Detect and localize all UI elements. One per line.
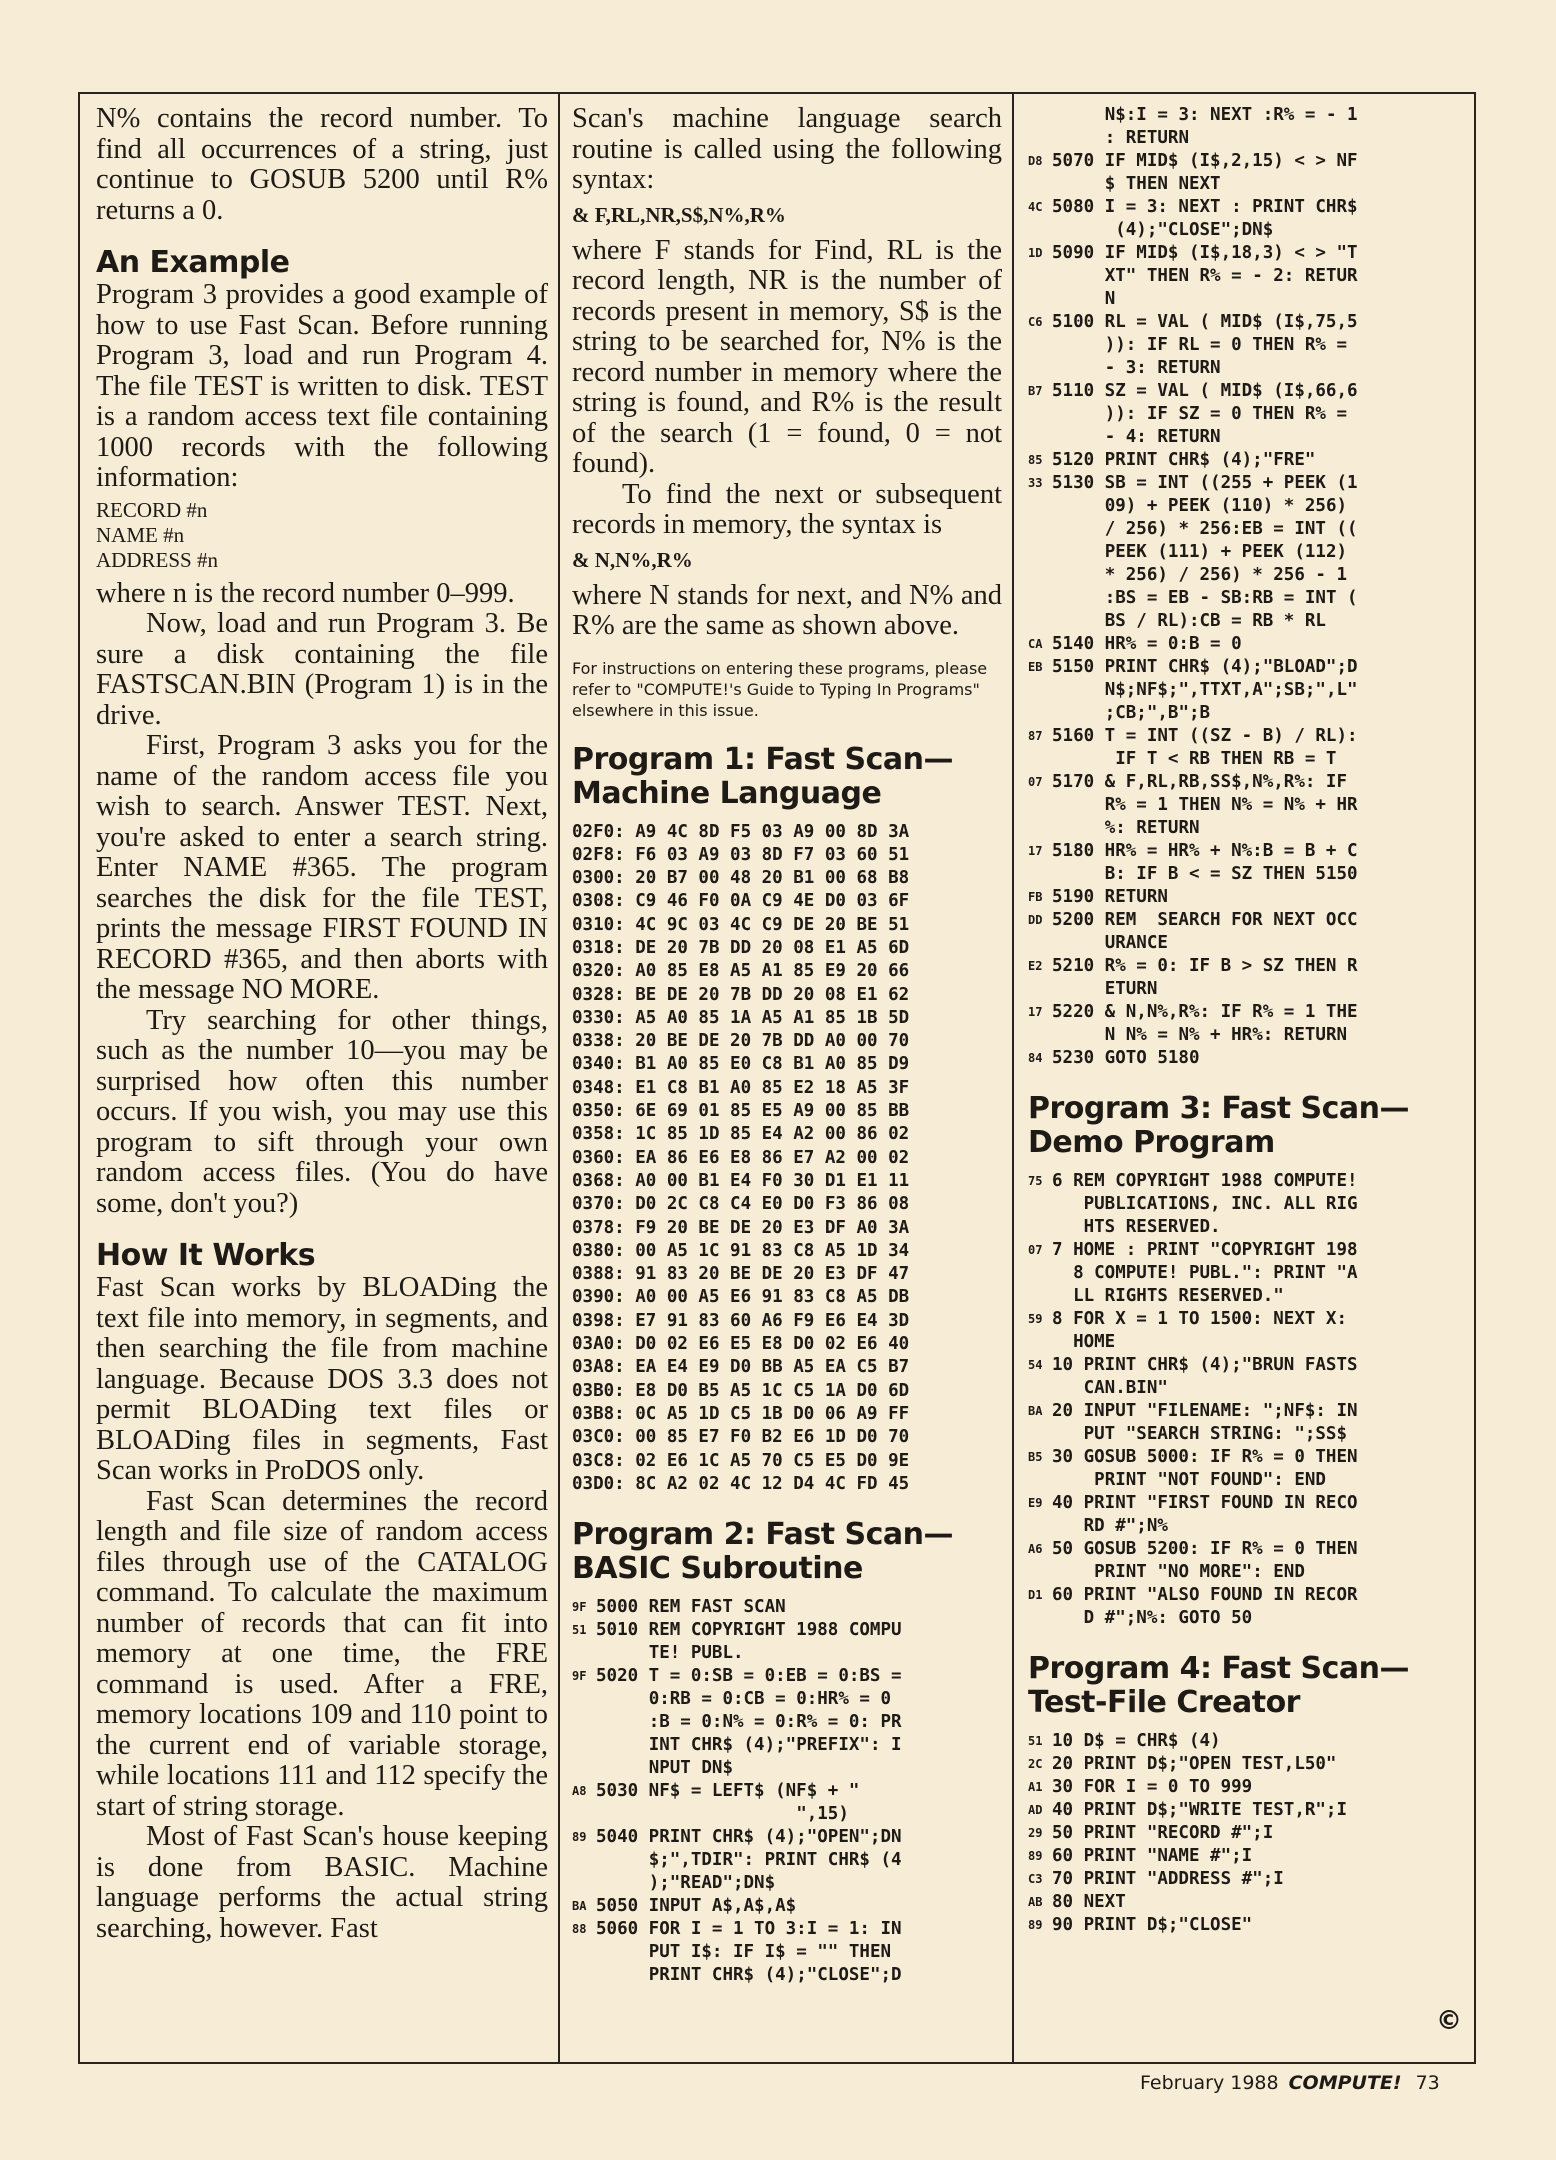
checksum: 1D bbox=[1028, 246, 1043, 260]
hex-row: 0318: DE 20 7B DD 20 08 E1 A5 6D bbox=[572, 937, 910, 958]
code-text: 5110 SZ = VAL ( MID$ (I$,66,6 )): IF SZ = 0 THEN R% = - 4: RETURN bbox=[1052, 381, 1358, 447]
code-line bbox=[1028, 1354, 1464, 1400]
checksum: 51 bbox=[1028, 1734, 1043, 1748]
hex-row: 03C8: 02 E6 1C A5 70 C5 E5 D0 9E bbox=[572, 1450, 910, 1471]
checksum: D8 bbox=[1028, 154, 1043, 168]
paragraph: where F stands for Find, RL is the record length, NR is the number of records present in memory, S$ is the string to be searched for, N% is the record number in memory where the string is found, and R% is the result of the search (1 = found, 0 = not found). bbox=[572, 234, 1002, 479]
issue-date: February 1988 bbox=[1140, 2072, 1279, 2094]
column-3 bbox=[1014, 92, 1474, 1937]
program-1-title: Program 1: Fast Scan—Machine Language bbox=[572, 741, 954, 811]
code-text: 30 GOSUB 5000: IF R% = 0 THEN PRINT "NOT FOUND": END bbox=[1052, 1447, 1358, 1490]
code-text: 5000 REM FAST SCAN bbox=[596, 1597, 786, 1618]
code-line bbox=[1028, 1308, 1464, 1354]
checksum: 4C bbox=[1028, 200, 1043, 214]
record-format-list bbox=[96, 498, 548, 573]
checksum: 89 bbox=[572, 1830, 587, 1845]
code-text: 50 GOSUB 5200: IF R% = 0 THEN PRINT "NO MORE": END bbox=[1052, 1539, 1358, 1582]
paragraph: where N stands for next, and N% and R% are the same as shown above. bbox=[572, 579, 1002, 641]
program-4-title: Program 4: Fast Scan—Test-File Creator bbox=[1028, 1651, 1410, 1720]
code-line bbox=[1028, 449, 1464, 472]
checksum: C3 bbox=[1028, 1872, 1043, 1886]
checksum: 89 bbox=[1028, 1849, 1043, 1863]
code-text: 60 PRINT "ALSO FOUND IN RECOR D #";N%: GOTO 50 bbox=[1052, 1585, 1358, 1628]
code-line bbox=[1028, 725, 1464, 771]
checksum: 9F bbox=[572, 1669, 587, 1684]
checksum: 51 bbox=[572, 1623, 587, 1638]
code-line bbox=[1028, 1446, 1464, 1492]
code-line bbox=[1028, 1914, 1464, 1937]
hex-row: 03C0: 00 85 E7 F0 B2 E6 1D D0 70 bbox=[572, 1427, 910, 1448]
checksum: 87 bbox=[1028, 729, 1043, 743]
checksum: 29 bbox=[1028, 1826, 1043, 1840]
code-line bbox=[1028, 1492, 1464, 1538]
hex-row: 02F8: F6 03 A9 03 8D F7 03 60 51 bbox=[572, 844, 910, 865]
code-text: 70 PRINT "ADDRESS #";I bbox=[1052, 1869, 1284, 1889]
code-text: 90 PRINT D$;"CLOSE" bbox=[1052, 1915, 1253, 1935]
code-line bbox=[1028, 1239, 1464, 1308]
hex-row: 0310: 4C 9C 03 4C C9 DE 20 BE 51 bbox=[572, 914, 910, 935]
checksum: A8 bbox=[572, 1784, 587, 1799]
checksum: D1 bbox=[1028, 1588, 1043, 1602]
hex-row: 0328: BE DE 20 7B DD 20 08 E1 62 bbox=[572, 984, 910, 1005]
checksum: CA bbox=[1028, 637, 1043, 651]
code-line bbox=[1028, 1584, 1464, 1630]
hex-row: 0340: B1 A0 85 E0 C8 B1 A0 85 D9 bbox=[572, 1054, 910, 1075]
code-line bbox=[1028, 1776, 1464, 1799]
hex-row: 0398: E7 91 83 60 A6 F9 E6 E4 3D bbox=[572, 1310, 910, 1331]
checksum: E9 bbox=[1028, 1496, 1043, 1510]
paragraph: Fast Scan determines the record length and file size of random access files through use of the CATALOG command. To calculate the maximum number of records that can fit into memory at one time, the FRE command is used. After a FRE, memory locations 109 and 110 point to the current end of variable storage, while locations 111 and 112 specify the start of string storage. bbox=[96, 1485, 548, 1822]
hex-row: 0370: D0 2C C8 C4 E0 D0 F3 86 08 bbox=[572, 1194, 910, 1215]
program-4-listing bbox=[1028, 1730, 1464, 1937]
checksum: 9F bbox=[572, 1600, 587, 1615]
checksum: AB bbox=[1028, 1895, 1043, 1909]
code-line bbox=[572, 1665, 1002, 1780]
code-line bbox=[572, 1619, 1002, 1665]
hex-row: 02F0: A9 4C 8D F5 03 A9 00 8D 3A bbox=[572, 821, 910, 842]
record-format-item: NAME #n bbox=[96, 522, 185, 547]
syntax-find: & F,RL,NR,S$,N%,R% bbox=[572, 202, 786, 227]
code-line bbox=[1028, 104, 1464, 150]
paragraph: Most of Fast Scan's house keeping is done from BASIC. Machine language performs the actual string searching, however. Fast bbox=[96, 1821, 548, 1944]
code-line bbox=[1028, 1822, 1464, 1845]
code-line bbox=[1028, 1400, 1464, 1446]
paragraph: Fast Scan works by BLOADing the text file into memory, in segments, and then searching the file from machine language. Because DOS 3.3 does not permit BLOADing text files or BLOADing files in segments, Fast Scan works in ProDOS only. bbox=[96, 1272, 548, 1486]
checksum: AD bbox=[1028, 1803, 1043, 1817]
code-line bbox=[1028, 1047, 1464, 1070]
hex-row: 03B0: E8 D0 B5 A5 1C C5 1A D0 6D bbox=[572, 1380, 910, 1401]
hex-row: 0360: EA 86 E6 E8 86 E7 A2 00 02 bbox=[572, 1147, 910, 1168]
code-line bbox=[1028, 771, 1464, 840]
program-2-listing-continued bbox=[1028, 104, 1464, 1070]
code-text: 5030 NF$ = LEFT$ (NF$ + " ",15) bbox=[596, 1781, 860, 1825]
hex-row: 0330: A5 A0 85 1A A5 A1 85 1B 5D bbox=[572, 1007, 910, 1028]
checksum: BA bbox=[572, 1899, 587, 1914]
paragraph: where n is the record number 0–999. bbox=[96, 577, 515, 609]
code-text: 5140 HR% = 0:B = 0 bbox=[1052, 634, 1242, 654]
code-line bbox=[572, 1826, 1002, 1895]
program-3-listing bbox=[1028, 1170, 1464, 1630]
hex-row: 0378: F9 20 BE DE 20 E3 DF A0 3A bbox=[572, 1217, 910, 1238]
code-text: 10 PRINT CHR$ (4);"BRUN FASTS CAN.BIN" bbox=[1052, 1355, 1358, 1398]
paragraph: Now, load and run Program 3. Be sure a disk containing the file FASTSCAN.BIN (Program 1) is in the drive. bbox=[96, 608, 548, 731]
code-text: 5020 T = 0:SB = 0:EB = 0:BS = 0:RB = 0:CB = 0:HR% = 0 :B = 0:N% = 0:R% = 0: PR INT CHR$ (4);"PREFIX": I NPUT DN$ bbox=[596, 1666, 902, 1779]
hex-row: 0300: 20 B7 00 48 20 B1 00 68 B8 bbox=[572, 868, 910, 889]
paragraph: To find the next or subsequent records in memory, the syntax is bbox=[572, 478, 1002, 540]
checksum: B7 bbox=[1028, 384, 1043, 398]
checksum: A6 bbox=[1028, 1542, 1043, 1556]
paragraph: First, Program 3 asks you for the name of the random access file you wish to search. Answer TEST. Next, you're asked to enter a search string. Enter NAME #365. The program searches the disk for the file TEST, prints the message FIRST FOUND IN RECORD #365, and then aborts with the message NO MORE. bbox=[96, 730, 548, 1005]
checksum: EB bbox=[1028, 660, 1043, 674]
code-text: 8 FOR X = 1 TO 1500: NEXT X: HOME bbox=[1052, 1309, 1348, 1352]
code-text: 5170 & F,RL,RB,SS$,N%,R%: IF R% = 1 THEN N% = N% + HR %: RETURN bbox=[1052, 772, 1358, 838]
code-text: 5210 R% = 0: IF B > SZ THEN R ETURN bbox=[1052, 956, 1358, 999]
program-2-listing bbox=[572, 1596, 1002, 1987]
paragraph: Scan's machine language search routine is called using the following syntax: bbox=[572, 103, 1002, 195]
paragraph: Try searching for other things, such as the number 10—you may be surprised how often this number occurs. If you wish, you may use this program to sift through your own random access files. (You do have some, don't you?) bbox=[96, 1004, 548, 1219]
hex-listing bbox=[572, 821, 1002, 1497]
typing-note: For instructions on entering these programs, please refer to "COMPUTE!'s Guide to Typing In Programs" elsewhere in this issue. bbox=[572, 658, 988, 720]
code-line bbox=[1028, 1753, 1464, 1776]
code-line bbox=[1028, 656, 1464, 725]
code-text: 20 PRINT D$;"OPEN TEST,L50" bbox=[1052, 1754, 1337, 1774]
hex-row: 0380: 00 A5 1C 91 83 C8 A5 1D 34 bbox=[572, 1240, 910, 1261]
code-line bbox=[1028, 886, 1464, 909]
code-text: 40 PRINT "FIRST FOUND IN RECO RD #";N% bbox=[1052, 1493, 1358, 1536]
code-text: 5040 PRINT CHR$ (4);"OPEN";DN $;",TDIR": PRINT CHR$ (4 );"READ";DN$ bbox=[596, 1827, 902, 1894]
checksum: 17 bbox=[1028, 1005, 1043, 1019]
end-mark: © bbox=[1436, 2006, 1462, 2036]
page-number: 73 bbox=[1415, 2072, 1440, 2094]
code-text: 5120 PRINT CHR$ (4);"FRE" bbox=[1052, 450, 1316, 470]
checksum: 2C bbox=[1028, 1757, 1043, 1771]
code-text: 10 D$ = CHR$ (4) bbox=[1052, 1731, 1221, 1751]
hex-row: 0338: 20 BE DE 20 7B DD A0 00 70 bbox=[572, 1031, 910, 1052]
hex-row: 03A8: EA E4 E9 D0 BB A5 EA C5 B7 bbox=[572, 1357, 910, 1378]
code-line bbox=[1028, 242, 1464, 311]
checksum: C6 bbox=[1028, 315, 1043, 329]
code-line bbox=[572, 1918, 1002, 1987]
code-line bbox=[572, 1596, 1002, 1619]
hex-row: 0348: E1 C8 B1 A0 85 E2 18 A5 3F bbox=[572, 1077, 910, 1098]
code-line bbox=[572, 1780, 1002, 1826]
code-line bbox=[1028, 1868, 1464, 1891]
code-line bbox=[1028, 1730, 1464, 1753]
column-2 bbox=[560, 92, 1012, 1987]
code-line bbox=[1028, 196, 1464, 242]
checksum: 59 bbox=[1028, 1312, 1043, 1326]
code-line bbox=[1028, 840, 1464, 886]
code-line bbox=[572, 1895, 1002, 1918]
code-text: 5130 SB = INT ((255 + PEEK (1 09) + PEEK (110) * 256) / 256) * 256:EB = INT (( PEEK (111) + PEEK (112) * 256) / 256) * 256 - 1 :BS = EB - SB:RB = INT ( BS / RL):CB = RB * RL bbox=[1052, 473, 1358, 631]
code-line bbox=[1028, 311, 1464, 380]
code-text: 5190 RETURN bbox=[1052, 887, 1168, 907]
checksum: A1 bbox=[1028, 1780, 1043, 1794]
code-line bbox=[1028, 633, 1464, 656]
checksum: 17 bbox=[1028, 844, 1043, 858]
hex-row: 03D0: 8C A2 02 4C 12 D4 4C FD 45 bbox=[572, 1473, 910, 1494]
checksum: BA bbox=[1028, 1404, 1043, 1418]
checksum: DD bbox=[1028, 913, 1043, 927]
code-line bbox=[1028, 1170, 1464, 1239]
code-line bbox=[1028, 1001, 1464, 1047]
program-3-title: Program 3: Fast Scan—Demo Program bbox=[1028, 1091, 1410, 1160]
code-text: 5080 I = 3: NEXT : PRINT CHR$ (4);"CLOSE";DN$ bbox=[1052, 197, 1358, 240]
checksum: 88 bbox=[572, 1922, 587, 1937]
hex-row: 0320: A0 85 E8 A5 A1 85 E9 20 66 bbox=[572, 961, 910, 982]
hex-row: 0368: A0 00 B1 E4 F0 30 D1 E1 11 bbox=[572, 1170, 910, 1191]
code-text: 5180 HR% = HR% + N%:B = B + C B: IF B < = SZ THEN 5150 bbox=[1052, 841, 1358, 884]
code-text: 5010 REM COPYRIGHT 1988 COMPU TE! PUBL. bbox=[596, 1620, 902, 1664]
checksum: 89 bbox=[1028, 1918, 1043, 1932]
record-format-item: ADDRESS #n bbox=[96, 547, 218, 572]
paragraph: N% contains the record number. To find all occurrences of a string, just continue to GOSUB 5200 until R% returns a 0. bbox=[96, 103, 548, 226]
section-heading-how-it-works: How It Works bbox=[96, 1238, 316, 1273]
hex-row: 03B8: 0C A5 1D C5 1B D0 06 A9 FF bbox=[572, 1403, 910, 1424]
checksum: B5 bbox=[1028, 1450, 1043, 1464]
code-text: 6 REM COPYRIGHT 1988 COMPUTE! PUBLICATIONS, INC. ALL RIG HTS RESERVED. bbox=[1052, 1171, 1358, 1237]
paragraph: Program 3 provides a good example of how to use Fast Scan. Before running Program 3, load and run Program 4. The file TEST is written to disk. TEST is a random access text file containing 1000 records with the following information: bbox=[96, 279, 548, 493]
hex-row: 0350: 6E 69 01 85 E5 A9 00 85 BB bbox=[572, 1101, 910, 1122]
code-text: 5230 GOTO 5180 bbox=[1052, 1048, 1200, 1068]
hex-row: 0390: A0 00 A5 E6 91 83 C8 A5 DB bbox=[572, 1287, 910, 1308]
checksum: FB bbox=[1028, 890, 1043, 904]
hex-row: 0358: 1C 85 1D 85 E4 A2 00 86 02 bbox=[572, 1124, 910, 1145]
code-text: 40 PRINT D$;"WRITE TEST,R";I bbox=[1052, 1800, 1348, 1820]
code-line bbox=[1028, 1845, 1464, 1868]
checksum: 75 bbox=[1028, 1174, 1043, 1188]
code-text: 80 NEXT bbox=[1052, 1892, 1126, 1912]
code-text: 5160 T = INT ((SZ - B) / RL): IF T < RB THEN RB = T bbox=[1052, 726, 1358, 769]
checksum: 07 bbox=[1028, 775, 1043, 789]
code-text: 5090 IF MID$ (I$,18,3) < > "T XT" THEN R% = - 2: RETUR N bbox=[1052, 243, 1358, 309]
code-line bbox=[1028, 1538, 1464, 1584]
code-text: 60 PRINT "NAME #";I bbox=[1052, 1846, 1253, 1866]
checksum: 07 bbox=[1028, 1243, 1043, 1257]
code-text: 30 FOR I = 0 TO 999 bbox=[1052, 1777, 1253, 1797]
code-text: 5100 RL = VAL ( MID$ (I$,75,5 )): IF RL = 0 THEN R% = - 3: RETURN bbox=[1052, 312, 1358, 378]
checksum: 84 bbox=[1028, 1051, 1043, 1065]
checksum: E2 bbox=[1028, 959, 1043, 973]
magazine-name: COMPUTE! bbox=[1288, 2072, 1402, 2094]
hex-row: 0388: 91 83 20 BE DE 20 E3 DF 47 bbox=[572, 1264, 910, 1285]
page-footer bbox=[1140, 2072, 1440, 2094]
code-text: 5060 FOR I = 1 TO 3:I = 1: IN PUT I$: IF I$ = "" THEN PRINT CHR$ (4);"CLOSE";D bbox=[596, 1919, 902, 1986]
column-1 bbox=[80, 92, 558, 1944]
code-text: N$:I = 3: NEXT :R% = - 1 : RETURN bbox=[1104, 105, 1358, 148]
code-line bbox=[1028, 955, 1464, 1001]
checksum: 33 bbox=[1028, 476, 1043, 490]
checksum: 85 bbox=[1028, 453, 1043, 467]
code-text: 5150 PRINT CHR$ (4);"BLOAD";D N$;NF$;",TTXT,A";SB;",L" ;CB;",B";B bbox=[1052, 657, 1358, 723]
code-text: 50 PRINT "RECORD #";I bbox=[1052, 1823, 1274, 1843]
code-text: 5220 & N,N%,R%: IF R% = 1 THE N N% = N% + HR%: RETURN bbox=[1052, 1002, 1358, 1045]
hex-row: 0308: C9 46 F0 0A C9 4E D0 03 6F bbox=[572, 891, 910, 912]
code-line bbox=[1028, 380, 1464, 449]
code-line bbox=[1028, 1799, 1464, 1822]
record-format-item: RECORD #n bbox=[96, 497, 208, 522]
code-text: 5050 INPUT A$,A$,A$ bbox=[596, 1896, 797, 1917]
checksum: 54 bbox=[1028, 1358, 1043, 1372]
code-line bbox=[1028, 150, 1464, 196]
program-2-title: Program 2: Fast Scan—BASIC Subroutine bbox=[572, 1517, 954, 1587]
section-heading-example: An Example bbox=[96, 245, 290, 280]
hex-row: 03A0: D0 02 E6 E5 E8 D0 02 E6 40 bbox=[572, 1334, 910, 1355]
code-line bbox=[1028, 1891, 1464, 1914]
code-line bbox=[1028, 472, 1464, 633]
code-text: 5070 IF MID$ (I$,2,15) < > NF $ THEN NEXT bbox=[1052, 151, 1358, 194]
code-text: 7 HOME : PRINT "COPYRIGHT 198 8 COMPUTE! PUBL.": PRINT "A LL RIGHTS RESERVED." bbox=[1052, 1240, 1358, 1306]
code-text: 20 INPUT "FILENAME: ";NF$: IN PUT "SEARCH STRING: ";SS$ bbox=[1052, 1401, 1358, 1444]
code-text: 5200 REM SEARCH FOR NEXT OCC URANCE bbox=[1052, 910, 1358, 953]
syntax-next: & N,N%,R% bbox=[572, 547, 693, 572]
code-line bbox=[1028, 909, 1464, 955]
